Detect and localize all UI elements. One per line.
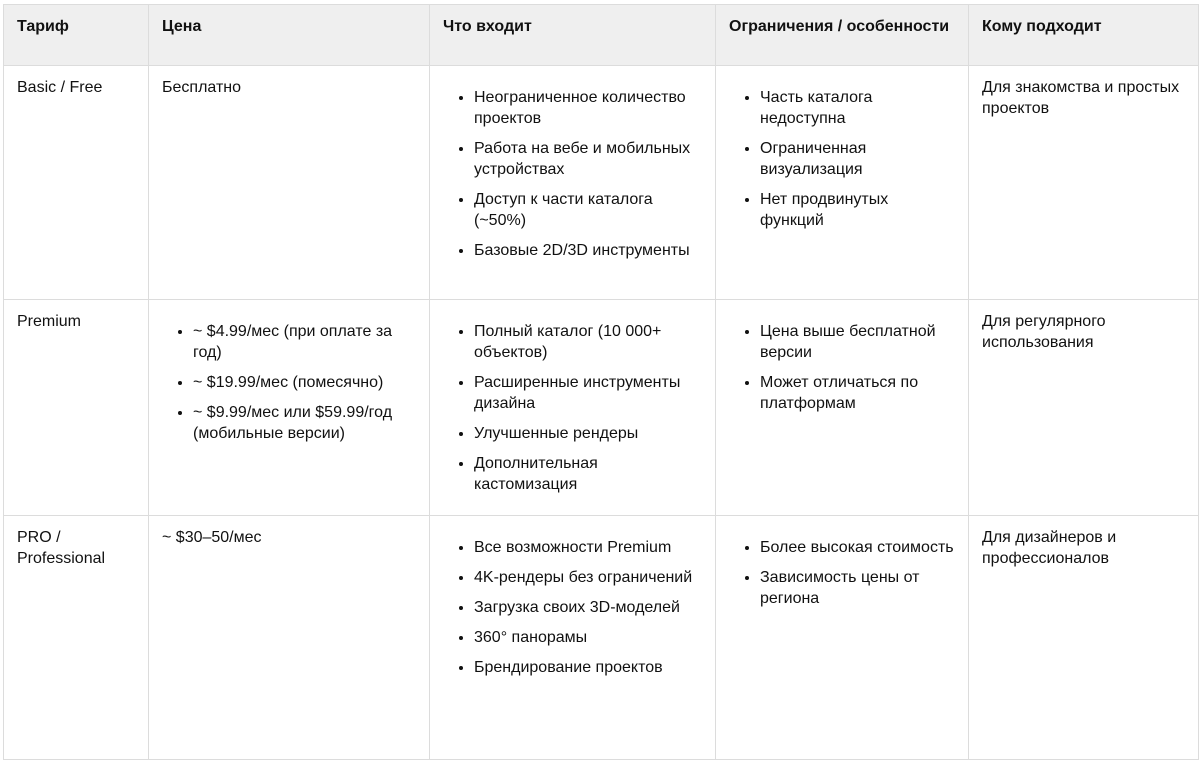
- list-item: • ~ $4.99/мес (при оплате за год): [193, 321, 416, 363]
- table-row: [4, 516, 1199, 760]
- header-price: Цена: [149, 5, 430, 66]
- table-row: [4, 66, 1199, 300]
- features-cell: [430, 300, 716, 516]
- list-item: • Нет продвинутых функций: [760, 189, 955, 231]
- list-item: • Более высокая стоимость: [760, 537, 955, 558]
- limits-cell: [716, 516, 969, 760]
- limits-cell: [716, 66, 969, 300]
- list-item: • Может отличаться по платформам: [760, 372, 955, 414]
- list-item: • 360° панорамы: [474, 627, 702, 648]
- list-item: • ~ $9.99/мес или $59.99/год (мобильные версии): [193, 402, 416, 444]
- pricing-table: [3, 4, 1199, 760]
- list-item: • Доступ к части каталога (~50%): [474, 189, 702, 231]
- list-item: • Загрузка своих 3D-моделей: [474, 597, 702, 618]
- list-item: • ~ $19.99/мес (помесячно): [193, 372, 416, 393]
- plan-cell: PRO / Professional: [4, 516, 149, 760]
- price-cell: Бесплатно: [149, 66, 430, 300]
- list-item: • Брендирование проектов: [474, 657, 702, 678]
- features-cell: [430, 516, 716, 760]
- list-item: • Базовые 2D/3D инструменты: [474, 240, 702, 261]
- list-item: • Часть каталога недоступна: [760, 87, 955, 129]
- plan-cell: Premium: [4, 300, 149, 516]
- audience-cell: Для знакомства и простых проектов: [969, 66, 1199, 300]
- list-item: • Зависимость цены от региона: [760, 567, 955, 609]
- table-row: [4, 300, 1199, 516]
- features-cell: [430, 66, 716, 300]
- list-item: • Улучшенные рендеры: [474, 423, 702, 444]
- audience-cell: Для регулярного использования: [969, 300, 1199, 516]
- list-item: • Расширенные инструменты дизайна: [474, 372, 702, 414]
- list-item: • Цена выше бесплатной версии: [760, 321, 955, 363]
- header-features: Что входит: [430, 5, 716, 66]
- header-limits: Ограничения / особенности: [716, 5, 969, 66]
- header-audience: Кому подходит: [969, 5, 1199, 66]
- header-row: [4, 5, 1199, 66]
- list-item: • Работа на вебе и мобильных устройствах: [474, 138, 702, 180]
- limits-cell: [716, 300, 969, 516]
- list-item: • Полный каталог (10 000+ объектов): [474, 321, 702, 363]
- list-item: • Неограниченное количество проектов: [474, 87, 702, 129]
- price-cell: ~ $30–50/мес: [149, 516, 430, 760]
- plan-cell: Basic / Free: [4, 66, 149, 300]
- list-item: • 4K-рендеры без ограничений: [474, 567, 702, 588]
- price-cell: [149, 300, 430, 516]
- header-plan: Тариф: [4, 5, 149, 66]
- list-item: • Ограниченная визуализация: [760, 138, 955, 180]
- audience-cell: Для дизайнеров и профессионалов: [969, 516, 1199, 760]
- list-item: • Дополнительная кастомизация: [474, 453, 702, 495]
- list-item: • Все возможности Premium: [474, 537, 702, 558]
